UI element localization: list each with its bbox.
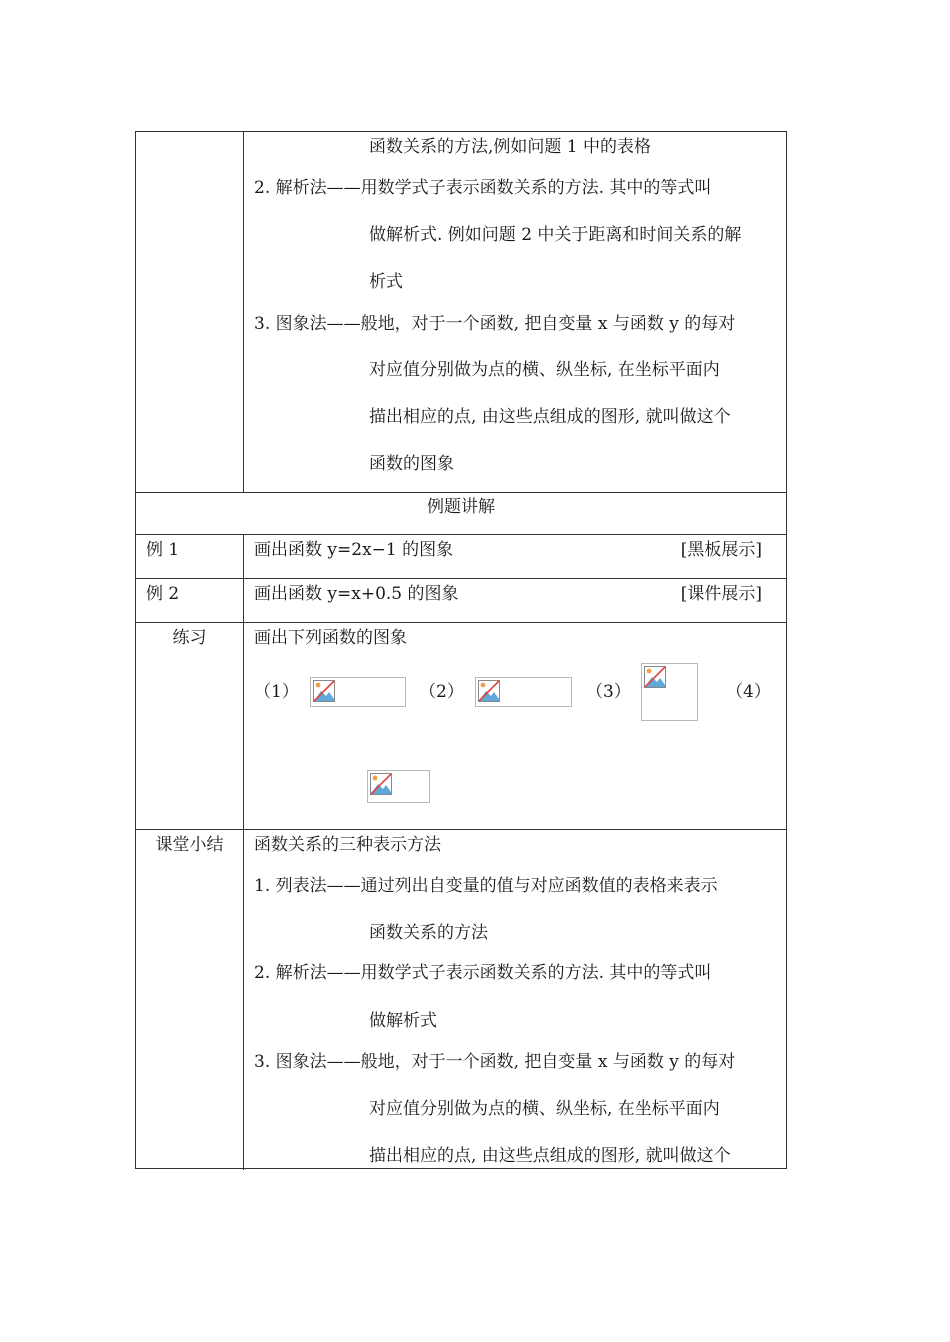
practice-item-number: （2） <box>419 682 464 702</box>
example-text: 画出函数 y=2x−1 的图象 <box>254 540 454 560</box>
broken-image-icon <box>641 663 698 721</box>
practice-item-number: （1） <box>254 682 299 702</box>
summary-label: 课堂小结 <box>155 835 224 855</box>
summary-heading: 函数关系的三种表示方法 <box>254 835 441 855</box>
summary-item2-cont: 做解析式 <box>369 1011 437 1031</box>
column-divider <box>243 534 244 1170</box>
row-divider <box>136 492 786 493</box>
summary-item1-cont: 函数关系的方法 <box>369 923 488 943</box>
column-divider <box>243 132 244 492</box>
example-label: 例 2 <box>146 584 180 604</box>
row-divider <box>136 829 786 830</box>
intro-item2-cont: 做解析式. 例如问题 2 中关于距离和时间关系的解 <box>369 225 742 245</box>
row-divider <box>136 534 786 535</box>
intro-line: 函数关系的方法,例如问题 1 中的表格 <box>369 137 652 157</box>
summary-item3-cont: 描出相应的点, 由这些点组成的图形, 就叫做这个 <box>369 1146 731 1166</box>
intro-item3: 3. 图象法——般地，对于一个函数, 把自变量 x 与函数 y 的每对 <box>254 314 736 334</box>
example-tag: [黑板展示] <box>680 540 762 560</box>
intro-item3-cont: 描出相应的点, 由这些点组成的图形, 就叫做这个 <box>369 407 731 427</box>
intro-item3-cont: 函数的图象 <box>369 454 454 474</box>
practice-item-number: （3） <box>586 682 631 702</box>
practice-prompt: 画出下列函数的图象 <box>254 628 407 648</box>
intro-item3-cont: 对应值分别做为点的横、纵坐标, 在坐标平面内 <box>369 360 720 380</box>
summary-item3: 3. 图象法——般地，对于一个函数, 把自变量 x 与函数 y 的每对 <box>254 1052 736 1072</box>
broken-image-icon <box>475 677 572 707</box>
lesson-table <box>135 131 787 1169</box>
practice-item-number: （4） <box>726 682 771 702</box>
row-divider <box>136 622 786 623</box>
example-label: 例 1 <box>146 540 180 560</box>
summary-item2: 2. 解析法——用数学式子表示函数关系的方法. 其中的等式叫 <box>254 963 712 983</box>
row-divider <box>136 578 786 579</box>
intro-item2-cont: 析式 <box>369 272 403 292</box>
section-heading: 例题讲解 <box>427 497 495 517</box>
example-text: 画出函数 y=x+0.5 的图象 <box>254 584 459 604</box>
intro-item2: 2. 解析法——用数学式子表示函数关系的方法. 其中的等式叫 <box>254 178 712 198</box>
broken-image-icon <box>310 677 406 707</box>
practice-label: 练习 <box>172 628 207 648</box>
example-tag: [课件展示] <box>680 584 762 604</box>
summary-item1: 1. 列表法——通过列出自变量的值与对应函数值的表格来表示 <box>254 876 718 896</box>
summary-item3-cont: 对应值分别做为点的横、纵坐标, 在坐标平面内 <box>369 1099 720 1119</box>
broken-image-icon <box>367 770 430 803</box>
